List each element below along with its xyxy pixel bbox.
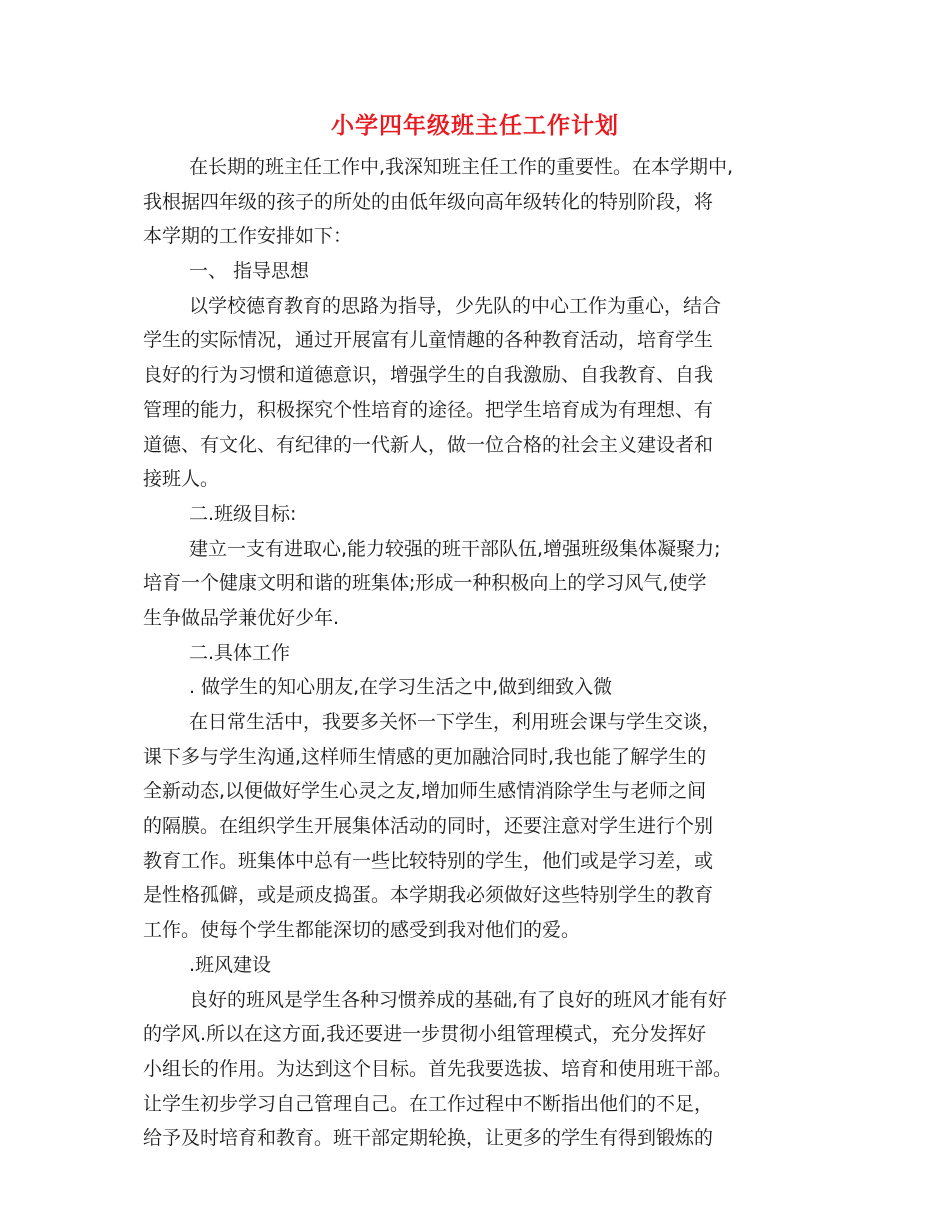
text-line: 在日常生活中，我要多关怀一下学生，利用班会课与学生交谈， [189,711,722,733]
text-line: . 做学生的知心朋友,在学习生活之中,做到细致入微 [189,676,613,699]
text-line: 我根据四年级的孩子的所处的由低年级向高年级转化的特别阶段，将 [143,190,714,213]
document-title: 小学四年级班主任工作计划 [331,113,619,139]
text-line: 小组长的作用。为达到这个目标。首先我要选拔、培育和使用班干部。 [143,1057,733,1080]
text-line: 培育一个健康文明和谐的班集体;形成一种积极向上的学习风气,使学 [143,572,707,595]
text-line: .班风建设 [189,953,272,976]
text-line: 让学生初步学习自己管理自己。在工作过程中不断指出他们的不足， [143,1092,714,1115]
text-line: 二.具体工作 [189,641,291,664]
text-line: 课下多与学生沟通,这样师生情感的更加融洽同时,我也能了解学生的 [143,745,707,768]
text-line: 生争做品学兼优好少年. [143,606,340,629]
text-line: 接班人。 [143,468,220,491]
text-line: 的隔膜。在组织学生开展集体活动的同时，还要注意对学生进行个别 [143,815,714,838]
text-line: 的学风.所以在这方面,我还要进一步贯彻小组管理模式，充分发挥好 [143,1023,707,1046]
text-line: 良好的班风是学生各种习惯养成的基础,有了良好的班风才能有好 [189,988,728,1011]
text-line: 良好的行为习惯和道德意识，增强学生的自我激励、自我教育、自我 [143,364,714,387]
text-line: 在长期的班主任工作中,我深知班主任工作的重要性。在本学期中, [189,156,734,178]
text-line: 给予及时培育和教育。班干部定期轮换，让更多的学生有得到锻炼的 [143,1127,714,1150]
text-line: 全新动态,以便做好学生心灵之友,增加师生感情消除学生与老师之间 [143,780,707,803]
text-line: 工作。使每个学生都能深切的感受到我对他们的爱。 [143,919,581,942]
text-line: 二.班级目标: [189,502,297,525]
text-line: 教育工作。班集体中总有一些比较特别的学生，他们或是学习差，或 [143,849,714,872]
text-line: 建立一支有进取心,能力较强的班干部队伍,增强班级集体凝聚力; [189,537,721,560]
text-line: 管理的能力，积极探究个性培育的途径。把学生培育成为有理想、有 [143,398,714,421]
text-line: 本学期的工作安排如下： [143,225,353,248]
text-line: 一、 指导思想 [189,260,310,283]
text-line: 是性格孤僻，或是顽皮捣蛋。本学期我必须做好这些特别学生的教育 [143,884,714,907]
text-line: 学生的实际情况，通过开展富有儿童情趣的各种教育活动，培育学生 [143,329,714,352]
document-body [143,150,813,1156]
text-line: 道德、有文化、有纪律的一代新人，做一位合格的社会主义建设者和 [143,433,714,456]
text-line: 以学校德育教育的思路为指导，少先队的中心工作为重心，结合 [189,294,722,317]
